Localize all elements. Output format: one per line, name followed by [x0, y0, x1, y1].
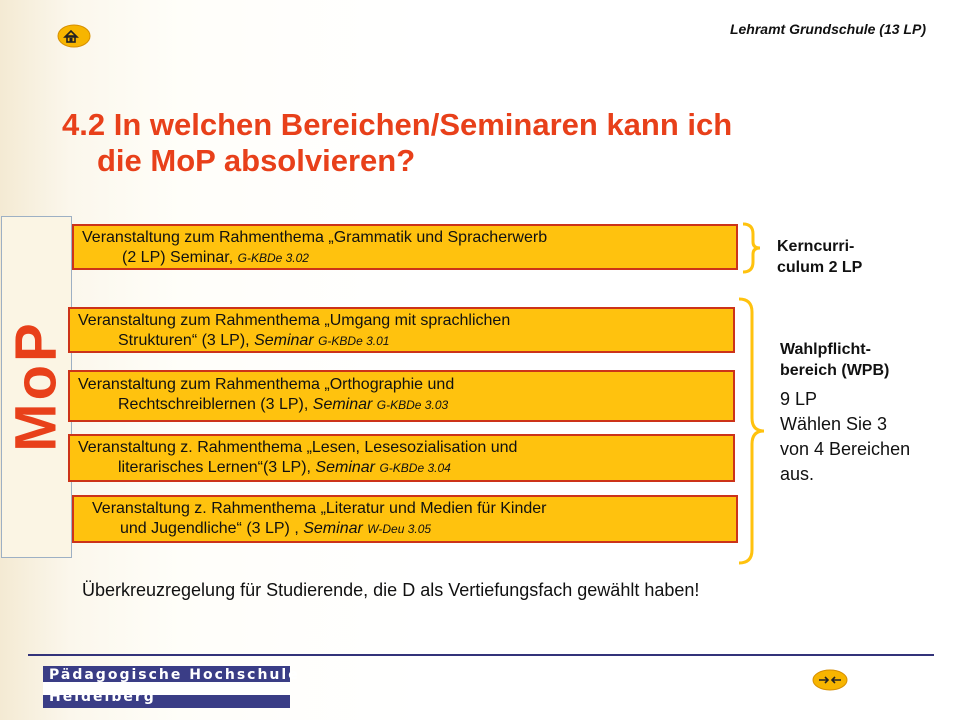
course-box-lesen	[68, 434, 735, 482]
course-line1: Veranstaltung z. Rahmenthema „Lesen, Lesesozialisation und	[78, 439, 518, 456]
wahlpflicht-info	[780, 387, 910, 487]
course-box-umgang	[68, 307, 735, 353]
wahlpflicht-bracket	[736, 296, 768, 566]
course-line2: Rechtschreiblernen (3 LP),	[118, 396, 309, 413]
mop-vertical-label: MoP	[3, 320, 69, 452]
wahlpflicht-instr1: Wählen Sie 3	[780, 414, 888, 434]
wahlpflicht-instr2: von 4 Bereichen	[780, 439, 911, 459]
course-seminar: Seminar	[303, 520, 363, 537]
course-line1: Veranstaltung z. Rahmenthema „Literatur und Medien für Kinder	[92, 500, 547, 517]
navigate-button[interactable]	[812, 668, 848, 692]
wahlpflicht-line2: bereich (WPB)	[780, 362, 890, 379]
course-box-grammatik	[72, 224, 738, 270]
course-seminar: Seminar	[312, 396, 373, 413]
course-box-literatur	[72, 495, 738, 543]
page-title-line1: 4.2 In welchen Bereichen/Seminaren kann ich	[62, 107, 733, 142]
course-line2: literarisches Lernen“(3 LP),	[118, 459, 311, 476]
course-line1: Veranstaltung zum Rahmenthema „Orthographie und	[78, 376, 455, 393]
course-line1: Veranstaltung zum Rahmenthema „Grammatik und Spracherwerb	[82, 229, 548, 246]
course-code: G-KBDe 3.03	[376, 398, 449, 412]
course-line2: Strukturen“ (3 LP),	[118, 332, 250, 349]
course-line2: und Jugendliche“ (3 LP) ,	[120, 520, 299, 537]
crossover-note: Überkreuzregelung für Studierende, die D als Vertiefungsfach gewählt haben!	[82, 580, 700, 600]
footer-divider	[28, 654, 934, 656]
logo-line2: Heidelberg	[49, 689, 156, 705]
logo-line1: Pädagogische Hochschule	[49, 667, 300, 683]
wahlpflicht-instr3: aus.	[780, 464, 815, 484]
course-line1: Veranstaltung zum Rahmenthema „Umgang mit sprachlichen	[78, 312, 511, 329]
kerncurriculum-line1: Kerncurri-	[777, 238, 855, 255]
wahlpflicht-line1: Wahlpflicht-	[780, 341, 871, 358]
home-icon	[57, 23, 91, 49]
kerncurriculum-bracket	[740, 222, 764, 274]
course-line2: (2 LP) Seminar,	[122, 249, 234, 266]
kerncurriculum-label	[777, 236, 862, 278]
course-seminar: Seminar	[315, 459, 375, 476]
kerncurriculum-line2: culum 2 LP	[777, 259, 863, 276]
course-code: G-KBDe 3.01	[318, 334, 390, 348]
course-box-orthographie	[68, 370, 735, 422]
program-label: Lehramt Grundschule (13 LP)	[729, 21, 926, 37]
wahlpflicht-label	[780, 339, 889, 381]
course-code: W-Deu 3.05	[367, 522, 432, 536]
navigate-arrows-icon	[812, 668, 848, 692]
course-code: G-KBDe 3.02	[237, 251, 309, 265]
wahlpflicht-lp: 9 LP	[780, 389, 818, 409]
home-button[interactable]	[57, 23, 91, 49]
course-code: G-KBDe 3.04	[379, 461, 451, 475]
page-title-line2: die MoP absolvieren?	[97, 143, 416, 178]
course-seminar: Seminar	[254, 332, 314, 349]
page-title	[62, 107, 902, 179]
university-logo	[43, 666, 300, 708]
